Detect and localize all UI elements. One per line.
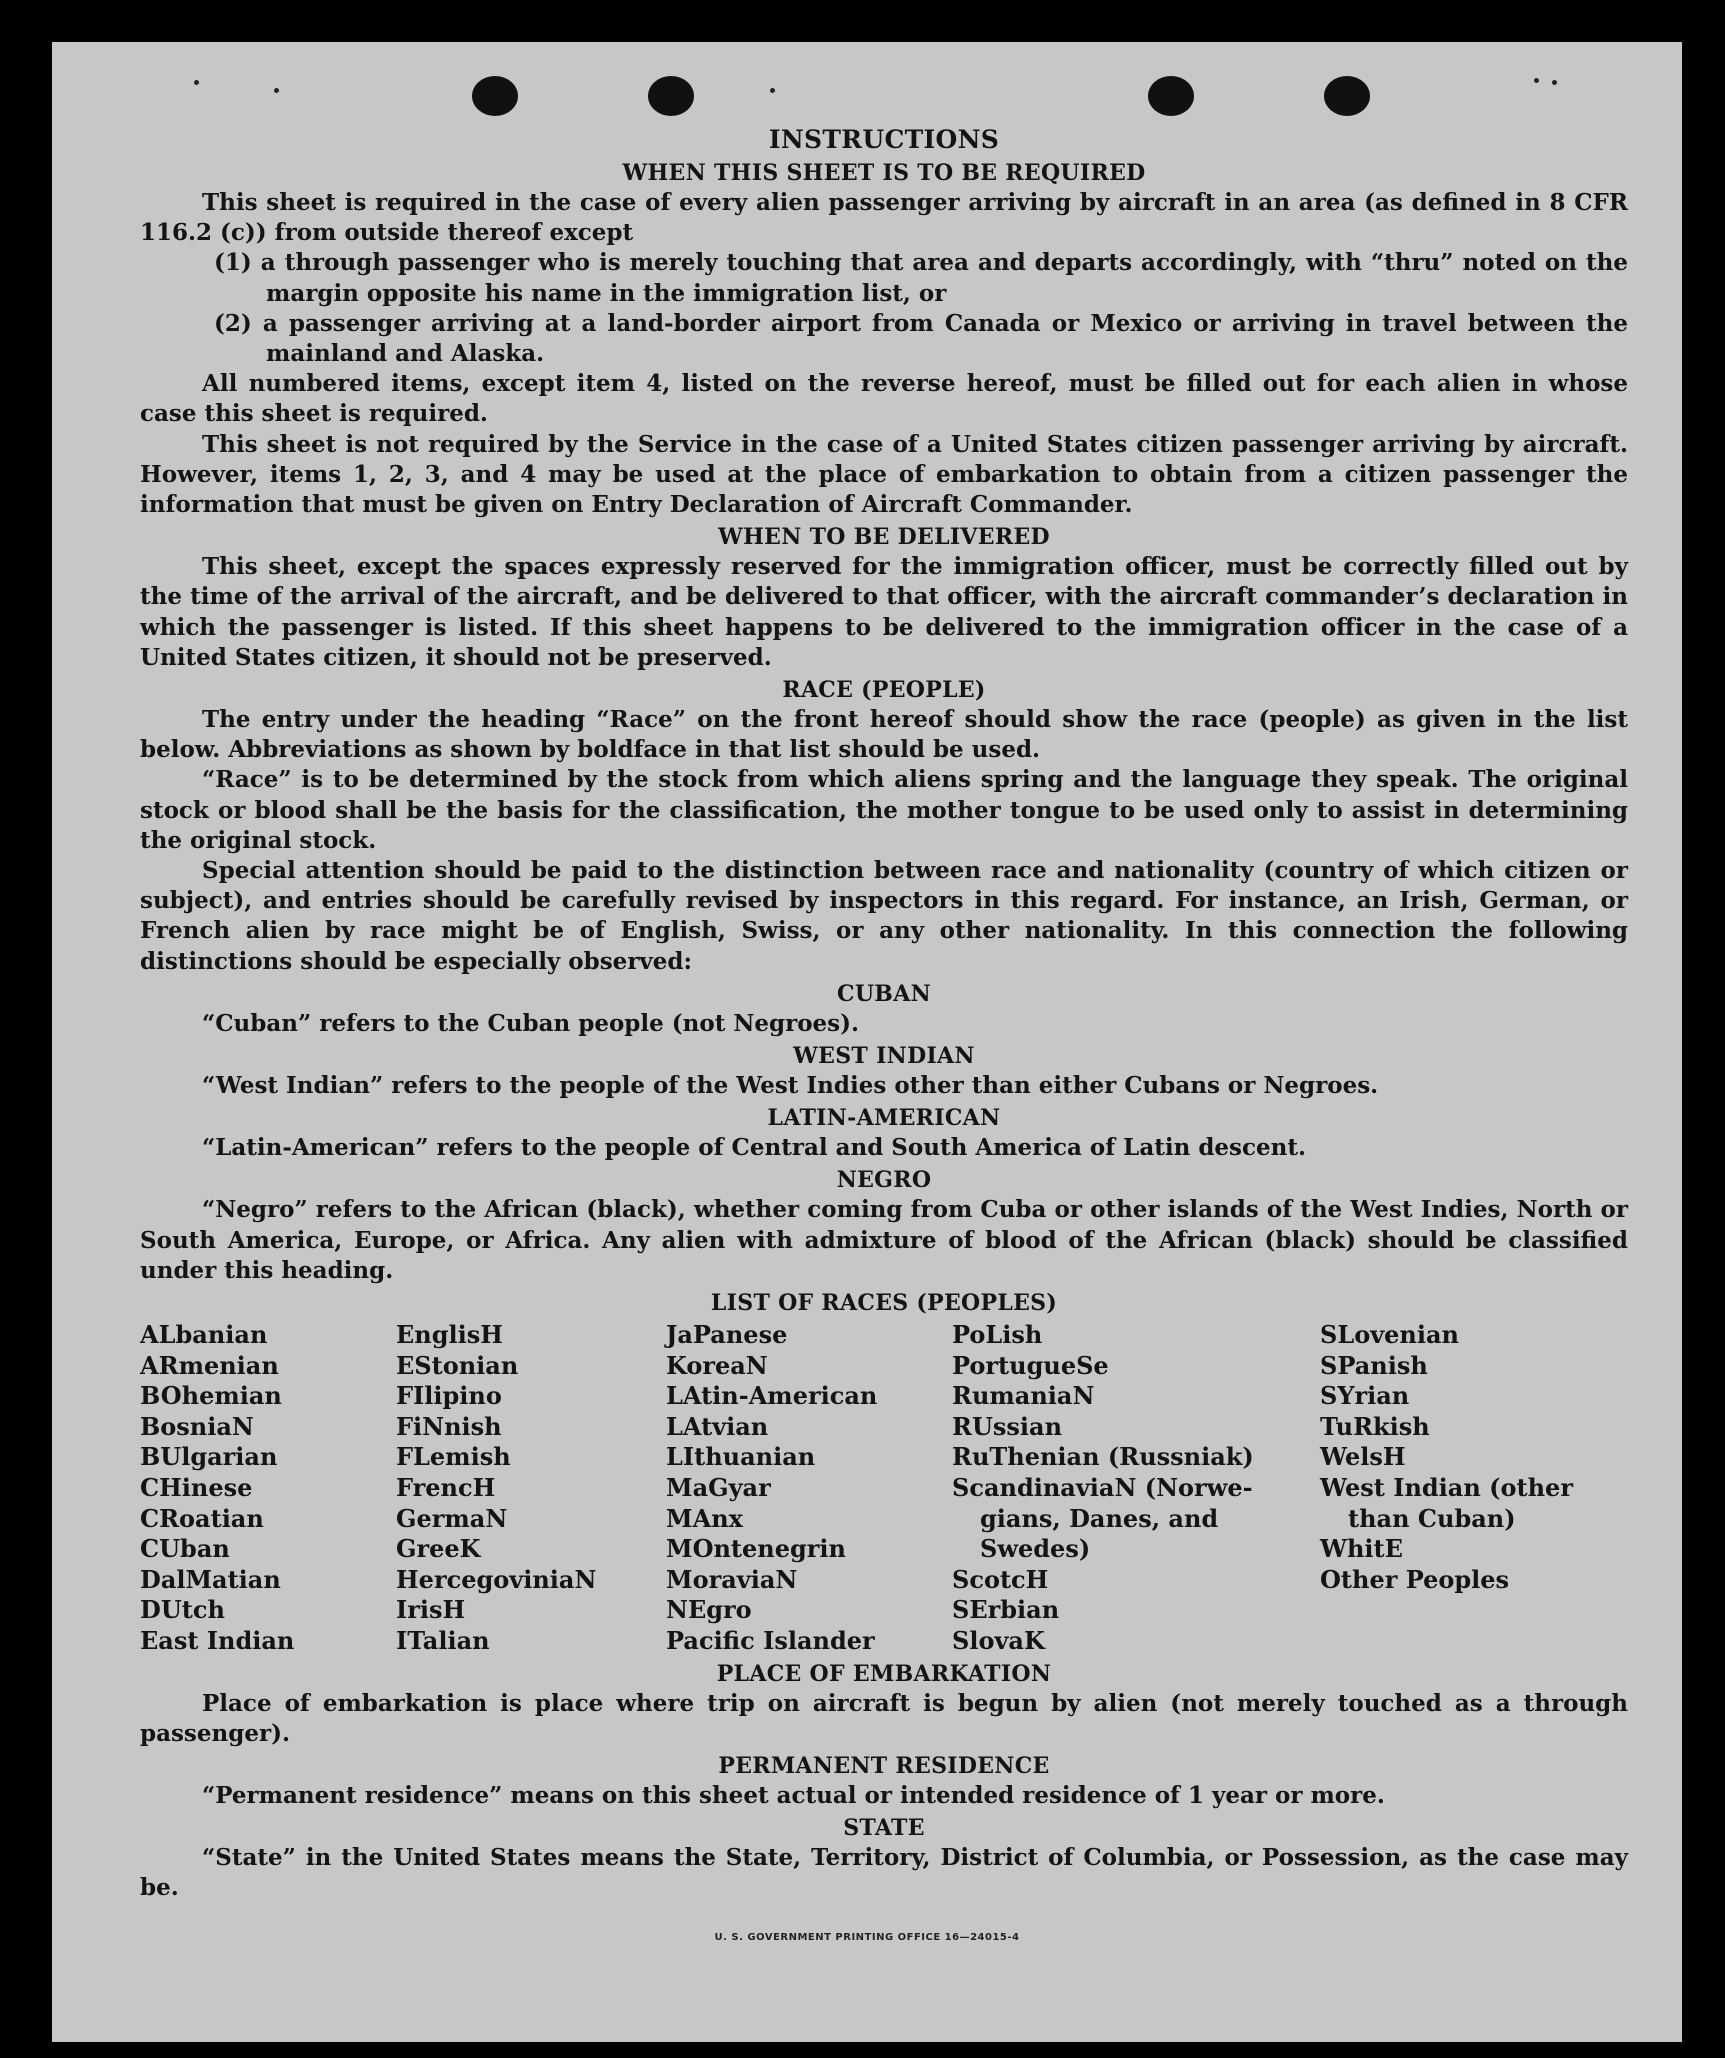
race-item: DUtch (140, 1595, 225, 1625)
race-item: Swedes) (980, 1534, 1091, 1564)
section-heading: NEGRO (836, 1167, 932, 1194)
race-item: JaPanese (666, 1320, 788, 1350)
paragraph: “Race” is to be determined by the stock from which aliens spring and the language they speak. The original stock or blood shall be the basis for the classification, the mother tongue to be used only to assist in determining the original stock. (140, 766, 1628, 854)
race-item: LAtvian (666, 1411, 769, 1441)
punch-hole (472, 76, 518, 116)
paragraph: This sheet is required in the case of every alien passenger arriving by aircraft in an area (as defined in 8 CFR 116.2 (c)) from outside thereof except (140, 189, 1628, 247)
race-item: Other Peoples (1320, 1564, 1510, 1594)
paragraph: “Negro” refers to the African (black), whether coming from Cuba or other islands of the West Indies, North or South America, Europe, or Africa. Any alien with admixture of blood of the African (black) should be classified under this heading. (140, 1196, 1628, 1284)
race-item: MoraviaN (666, 1564, 798, 1594)
race-item: BOhemian (140, 1381, 282, 1411)
speck (274, 88, 279, 93)
race-item: Pacific Islander (666, 1626, 875, 1656)
speck (194, 80, 199, 85)
paragraph: The entry under the heading “Race” on the front hereof should show the race (people) as given in the list below. Abbreviations as shown by boldface in that list should be used. (140, 706, 1628, 764)
speck (770, 88, 775, 93)
race-column (666, 1320, 952, 1657)
race-item: MAnx (666, 1503, 743, 1533)
race-item: CUban (140, 1534, 230, 1564)
race-item: CHinese (140, 1473, 253, 1503)
race-item: MaGyar (666, 1473, 771, 1503)
paragraph: This sheet, except the spaces expressly reserved for the immigration officer, must be correctly filled out by the time of the arrival of the aircraft, and be delivered to that officer, with the aircraft commander’s declaration in which the passenger is listed. If this sheet happens to be delivered to the immigration officer in the case of a United States citizen, it should not be preserved. (140, 553, 1628, 671)
instructions-body (140, 122, 1628, 1904)
race-item: than Cuban) (1348, 1503, 1516, 1533)
race-item: West Indian (other (1320, 1473, 1573, 1503)
race-item: EStonian (396, 1350, 519, 1380)
race-item: SLovenian (1320, 1320, 1459, 1350)
race-item: ScotcH (952, 1564, 1049, 1594)
race-list (140, 1320, 1628, 1657)
race-item: RuThenian (Russniak) (952, 1442, 1254, 1472)
paragraph: “Latin-American” refers to the people of Central and South America of Latin descent. (202, 1134, 1306, 1162)
section-heading: WEST INDIAN (793, 1043, 975, 1070)
paragraph: “Permanent residence” means on this sheet actual or intended residence of 1 year or more. (202, 1782, 1385, 1810)
paragraph: “Cuban” refers to the Cuban people (not Negroes). (202, 1009, 860, 1037)
punch-hole (1324, 76, 1370, 116)
race-item: RUssian (952, 1411, 1063, 1441)
section-heading: CUBAN (837, 980, 931, 1007)
race-item: CRoatian (140, 1503, 264, 1533)
punch-hole (1148, 76, 1194, 116)
page-title: INSTRUCTIONS (768, 125, 1000, 154)
race-item: WhitE (1320, 1534, 1403, 1564)
race-item: ScandinaviaN (Norwe- (952, 1473, 1253, 1503)
list-item: (1) a through passenger who is merely touching that area and departs accordingly, with “thru” noted on the margin opposite his name in the immigration list, or (214, 249, 1628, 307)
section-heading: STATE (843, 1815, 925, 1842)
document-page (52, 42, 1682, 2042)
paragraph: Special attention should be paid to the distinction between race and nationality (country of which citizen or subject), and entries should be carefully revised by inspectors in this regard. For instance, an Irish, German, or French alien by race might be of English, Swiss, or any other nationality. In this connection the following distinctions should be especially observed: (140, 857, 1628, 975)
race-item: SlovaK (952, 1626, 1045, 1656)
race-item: NEgro (666, 1595, 752, 1625)
race-item: FrencH (396, 1473, 496, 1503)
race-item: LIthuanian (666, 1442, 816, 1472)
race-item: WelsH (1320, 1442, 1406, 1472)
race-item: GermaN (396, 1503, 508, 1533)
race-list-heading: LIST OF RACES (PEOPLES) (710, 1290, 1058, 1317)
race-item: PortugueSe (952, 1350, 1109, 1380)
race-item: LAtin-American (666, 1381, 878, 1411)
section-heading: RACE (PEOPLE) (782, 677, 986, 704)
race-item: ITalian (396, 1626, 490, 1656)
race-item: RumaniaN (952, 1381, 1095, 1411)
race-item: BUlgarian (140, 1442, 278, 1472)
race-item: SPanish (1320, 1350, 1428, 1380)
race-item: DalMatian (140, 1564, 281, 1594)
race-item: BosniaN (140, 1411, 254, 1441)
paragraph: “State” in the United States means the State, Territory, District of Columbia, or Possession, as the case may be. (140, 1844, 1628, 1902)
race-item: TuRkish (1320, 1411, 1430, 1441)
race-item: SYrian (1320, 1381, 1410, 1411)
race-item: GreeK (396, 1534, 481, 1564)
paragraph: All numbered items, except item 4, listed on the reverse hereof, must be filled out for each alien in whose case this sheet is required. (140, 370, 1628, 428)
race-item: East Indian (140, 1626, 295, 1656)
list-item: (2) a passenger arriving at a land-border airport from Canada or Mexico or arriving in travel between the mainland and Alaska. (214, 309, 1628, 368)
paragraph: “West Indian” refers to the people of the West Indies other than either Cubans or Negroes. (202, 1072, 1379, 1100)
race-item: SErbian (952, 1595, 1060, 1625)
race-item: ALbanian (140, 1320, 268, 1350)
race-item: ARmenian (140, 1350, 279, 1380)
race-column (1320, 1320, 1628, 1657)
race-item: FiNnish (396, 1411, 502, 1441)
paragraph: This sheet is not required by the Service in the case of a United States citizen passenger arriving by aircraft. However, items 1, 2, 3, and 4 may be used at the place of embarkation to obtain from a citizen passenger the information that must be given on Entry Declaration of Aircraft Commander. (140, 430, 1628, 519)
punch-hole (648, 76, 694, 116)
section-heading: WHEN TO BE DELIVERED (718, 524, 1050, 551)
speck (1552, 80, 1557, 85)
race-item: IrisH (396, 1595, 466, 1625)
section-heading: PERMANENT RESIDENCE (718, 1753, 1050, 1780)
speck (1534, 78, 1539, 83)
race-item: FIlipino (396, 1381, 502, 1411)
printer-imprint: U. S. GOVERNMENT PRINTING OFFICE 16—24015-4 (714, 1932, 1020, 1943)
race-item: gians, Danes, and (980, 1503, 1219, 1533)
race-column (952, 1320, 1320, 1657)
race-item: KoreaN (666, 1350, 768, 1380)
race-item: EnglisH (396, 1320, 503, 1350)
paragraph: Place of embarkation is place where trip on aircraft is begun by alien (not merely touched as a through passenger). (140, 1689, 1628, 1747)
section-heading: LATIN-AMERICAN (767, 1105, 1001, 1132)
race-item: HercegoviniaN (396, 1564, 597, 1594)
section-heading: PLACE OF EMBARKATION (716, 1660, 1052, 1687)
section-heading: WHEN THIS SHEET IS TO BE REQUIRED (622, 160, 1146, 186)
race-item: FLemish (396, 1442, 511, 1472)
race-item: MOntenegrin (666, 1534, 846, 1564)
race-item: PoLish (952, 1320, 1043, 1350)
race-column (396, 1320, 666, 1657)
race-column (140, 1320, 396, 1657)
